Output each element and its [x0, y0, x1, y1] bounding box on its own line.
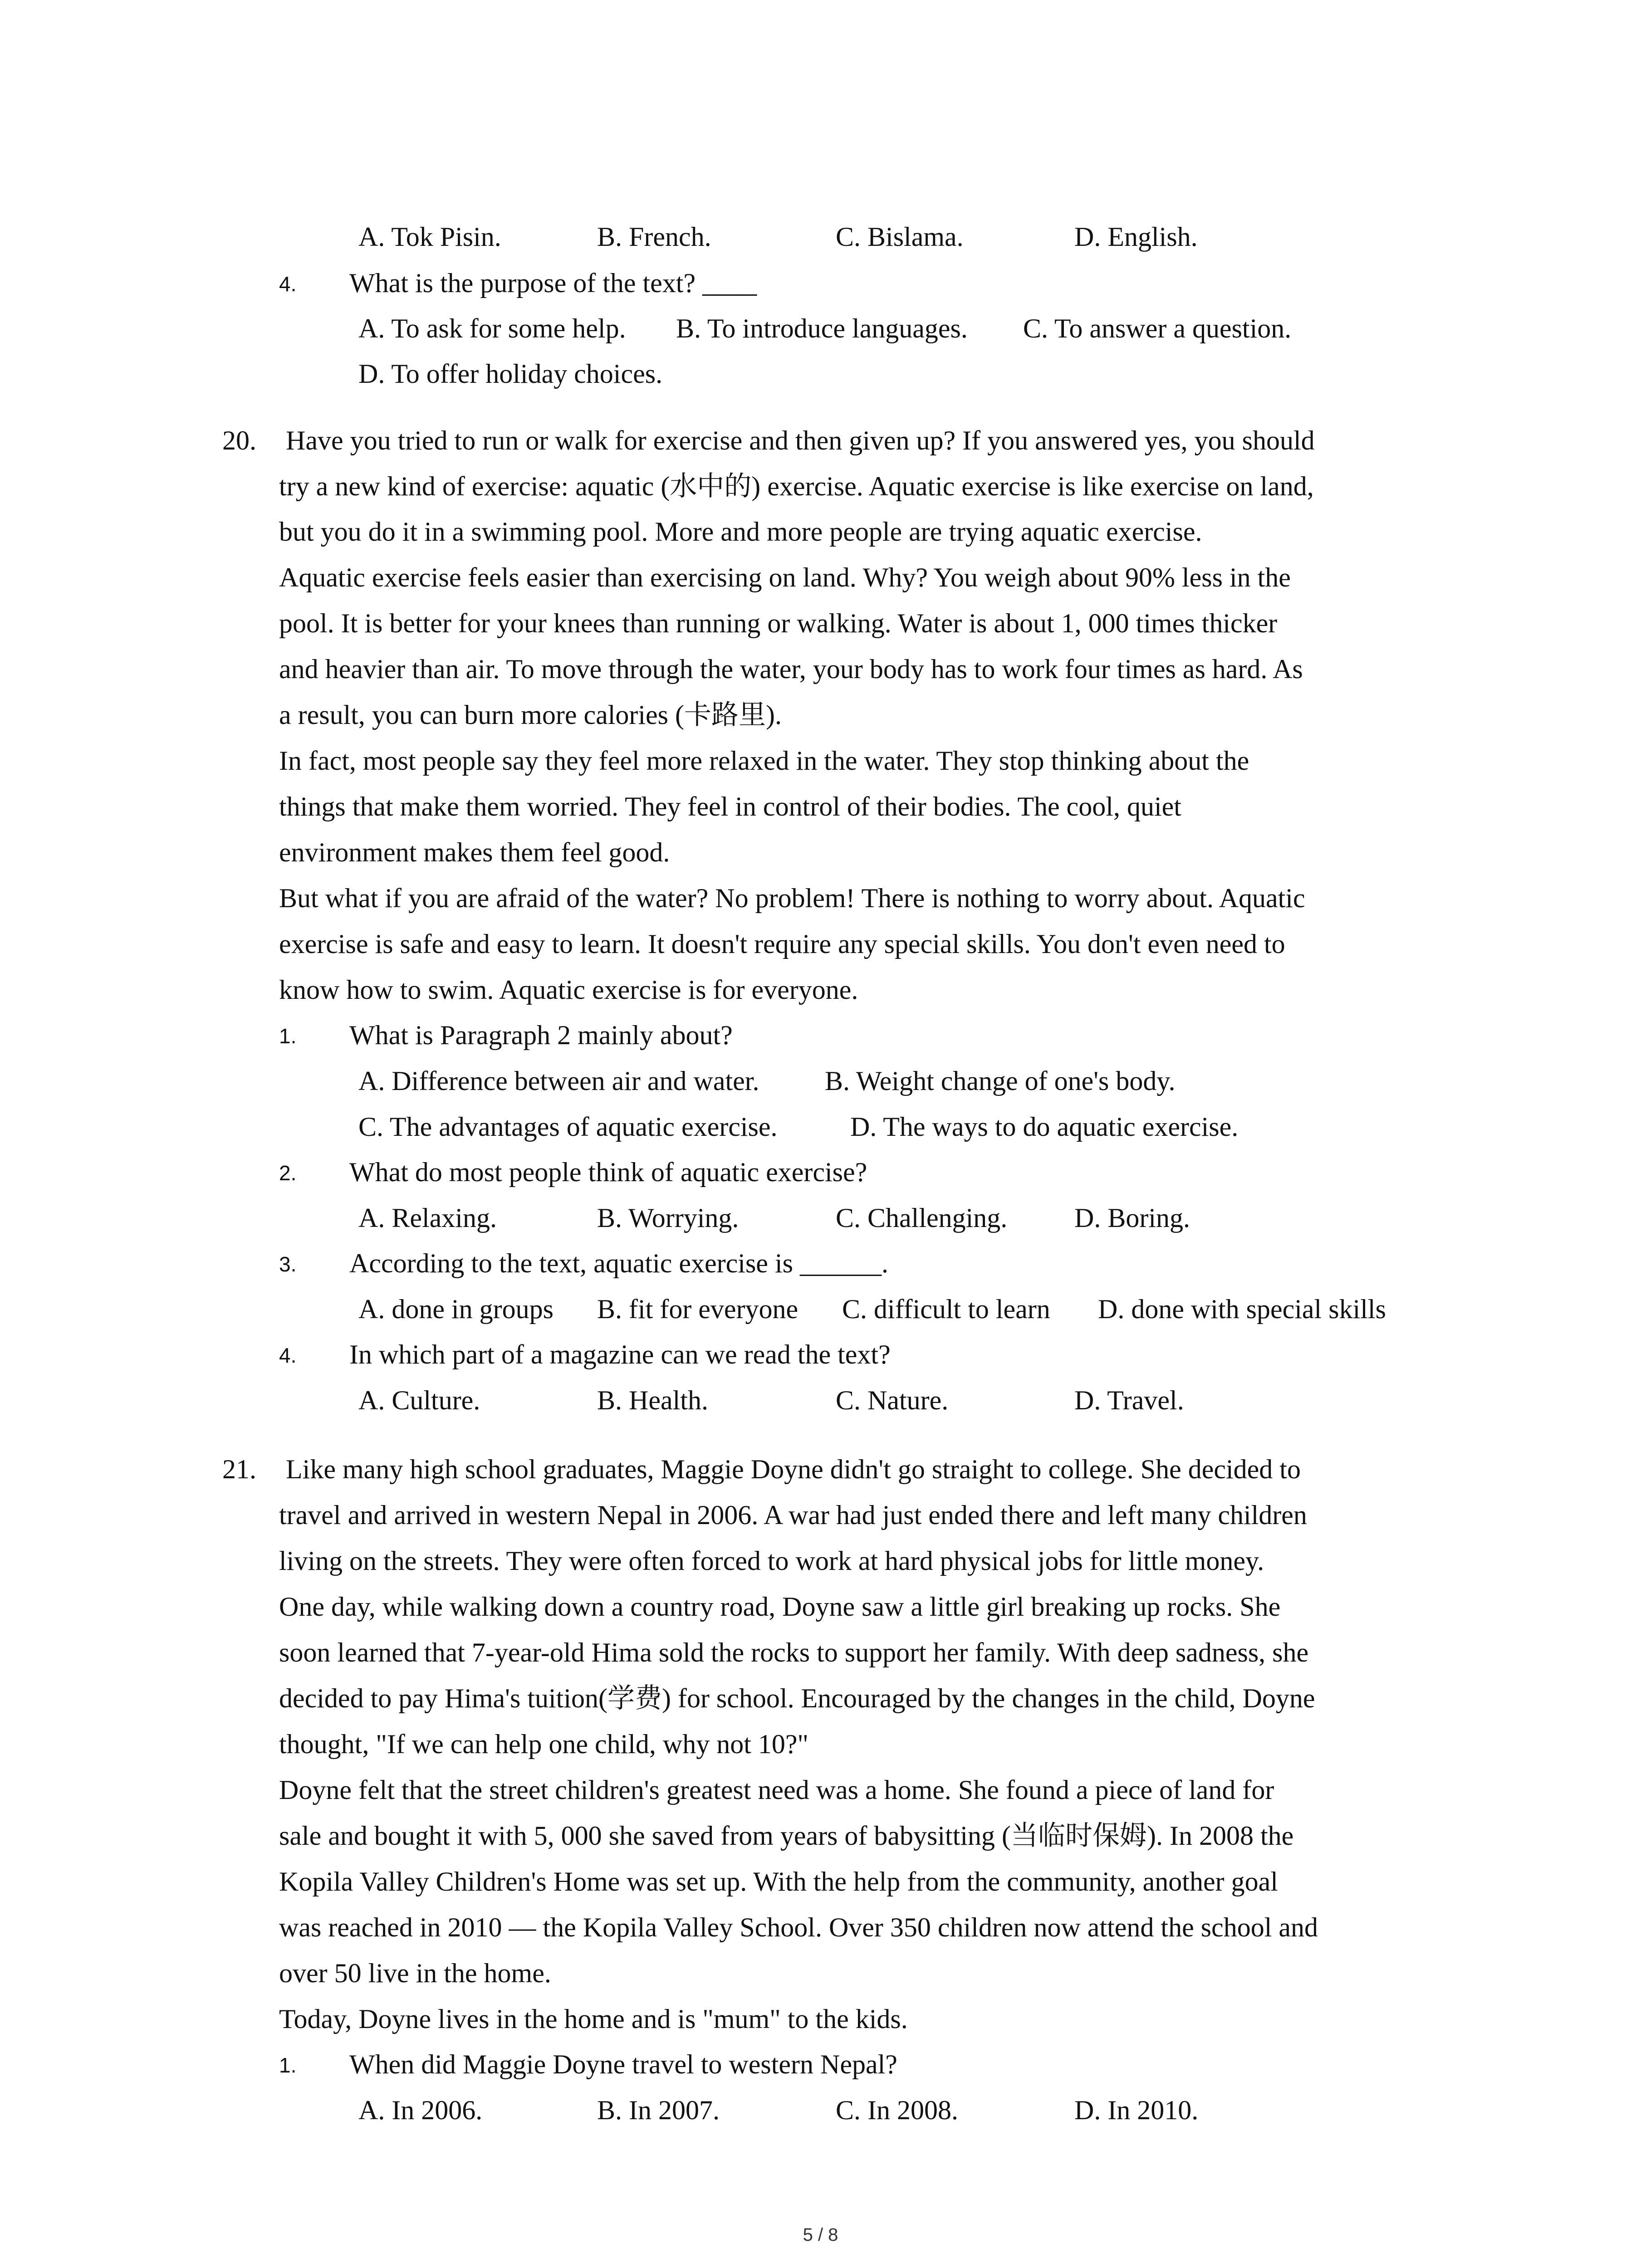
option-a: A. Relaxing.: [358, 1203, 497, 1233]
passage-line: over 50 live in the home.: [279, 1958, 551, 1988]
option-a: A. In 2006.: [358, 2095, 483, 2125]
passage-line: exercise is safe and easy to learn. It doesn't require any special skills. You don't even need to: [279, 929, 1285, 959]
passage-line: living on the streets. They were often forced to work at hard physical jobs for little money.: [279, 1546, 1264, 1576]
option-a: A. Difference between air and water.: [358, 1066, 759, 1096]
question-text: What is Paragraph 2 mainly about?: [349, 1020, 733, 1050]
question-text: When did Maggie Doyne travel to western Nepal?: [349, 2049, 897, 2079]
passage-line: travel and arrived in western Nepal in 2006. A war had just ended there and left many children: [279, 1500, 1307, 1530]
passage-line: but you do it in a swimming pool. More and more people are trying aquatic exercise.: [279, 517, 1202, 547]
option-c: C. Nature.: [836, 1385, 949, 1415]
option-d: D. English.: [1074, 222, 1198, 252]
option-b: B. Health.: [597, 1385, 708, 1415]
question-number: 4.: [279, 272, 297, 296]
option-c: C. In 2008.: [836, 2095, 958, 2125]
option-b: B. fit for everyone: [597, 1294, 798, 1324]
passage-line: One day, while walking down a country road, Doyne saw a little girl breaking up rocks. She: [279, 1592, 1281, 1622]
option-a: A. done in groups: [358, 1294, 554, 1324]
option-b: B. To introduce languages.: [676, 313, 968, 343]
option-c: C. Bislama.: [836, 222, 964, 252]
option-a: A. Tok Pisin.: [358, 222, 501, 252]
passage-number: 20.: [222, 425, 256, 455]
question-number: 4.: [279, 1344, 297, 1367]
passage-line: thought, "If we can help one child, why not 10?": [279, 1729, 809, 1759]
option-c: C. The advantages of aquatic exercise.: [358, 1112, 778, 1142]
option-d: D. Travel.: [1074, 1385, 1184, 1415]
question-number: 3.: [279, 1252, 297, 1276]
passage-line: things that make them worried. They feel in control of their bodies. The cool, quiet: [279, 792, 1181, 821]
passage-line: Doyne felt that the street children's greatest need was a home. She found a piece of land for: [279, 1775, 1274, 1805]
passage-line: In fact, most people say they feel more relaxed in the water. They stop thinking about the: [279, 746, 1249, 776]
passage-line: Like many high school graduates, Maggie Doyne didn't go straight to college. She decided to: [286, 1454, 1301, 1484]
option-d: D. In 2010.: [1074, 2095, 1199, 2125]
passage-line: Have you tried to run or walk for exercise and then given up? If you answered yes, you should: [286, 425, 1315, 455]
question-number: 1.: [279, 2053, 297, 2077]
option-d: D. The ways to do aquatic exercise.: [850, 1112, 1239, 1142]
option-b: B. French.: [597, 222, 711, 252]
question-text: What is the purpose of the text? ____: [349, 268, 757, 298]
passage-number: 21.: [222, 1454, 256, 1484]
passage-line: Today, Doyne lives in the home and is "mum" to the kids.: [279, 2004, 908, 2034]
passage-line: know how to swim. Aquatic exercise is for everyone.: [279, 975, 858, 1005]
option-d: D. Boring.: [1074, 1203, 1190, 1233]
option-b: B. Weight change of one's body.: [825, 1066, 1176, 1096]
passage-line: soon learned that 7-year-old Hima sold the rocks to support her family. With deep sadness, she: [279, 1637, 1309, 1667]
passage-line: But what if you are afraid of the water? No problem! There is nothing to worry about. Aquatic: [279, 883, 1305, 913]
question-text: According to the text, aquatic exercise is ______.: [349, 1248, 888, 1278]
passage-line: Aquatic exercise feels easier than exercising on land. Why? You weigh about 90% less in the: [279, 562, 1291, 592]
passage-line: try a new kind of exercise: aquatic (水中的) exercise. Aquatic exercise is like exercise on land,: [279, 471, 1314, 501]
option-a: A. Culture.: [358, 1385, 480, 1415]
option-c: C. To answer a question.: [1023, 313, 1292, 343]
passage-line: and heavier than air. To move through the water, your body has to work four times as hard. As: [279, 654, 1303, 684]
option-b: B. Worrying.: [597, 1203, 739, 1233]
question-text: In which part of a magazine can we read the text?: [349, 1339, 891, 1369]
page-number: 5 / 8: [803, 2225, 838, 2245]
option-b: B. In 2007.: [597, 2095, 720, 2125]
passage-line: sale and bought it with 5, 000 she saved from years of babysitting (当临时保姆). In 2008 the: [279, 1821, 1294, 1851]
question-text: What do most people think of aquatic exercise?: [349, 1157, 867, 1187]
question-number: 1.: [279, 1024, 297, 1048]
question-number: 2.: [279, 1161, 297, 1185]
passage-line: decided to pay Hima's tuition(学费) for school. Encouraged by the changes in the child, Doyne: [279, 1683, 1315, 1713]
option-c: C. difficult to learn: [842, 1294, 1050, 1324]
passage-line: pool. It is better for your knees than running or walking. Water is about 1, 000 times thicker: [279, 608, 1278, 638]
option-d: D. done with special skills: [1098, 1294, 1386, 1324]
passage-line: Kopila Valley Children's Home was set up. With the help from the community, another goal: [279, 1867, 1278, 1897]
option-c: C. Challenging.: [836, 1203, 1008, 1233]
option-a: A. To ask for some help.: [358, 313, 626, 343]
passage-line: environment makes them feel good.: [279, 837, 670, 867]
passage-line: was reached in 2010 — the Kopila Valley School. Over 350 children now attend the school and: [279, 1912, 1318, 1942]
passage-line: a result, you can burn more calories (卡路里).: [279, 700, 782, 730]
option-d: D. To offer holiday choices.: [358, 359, 663, 389]
